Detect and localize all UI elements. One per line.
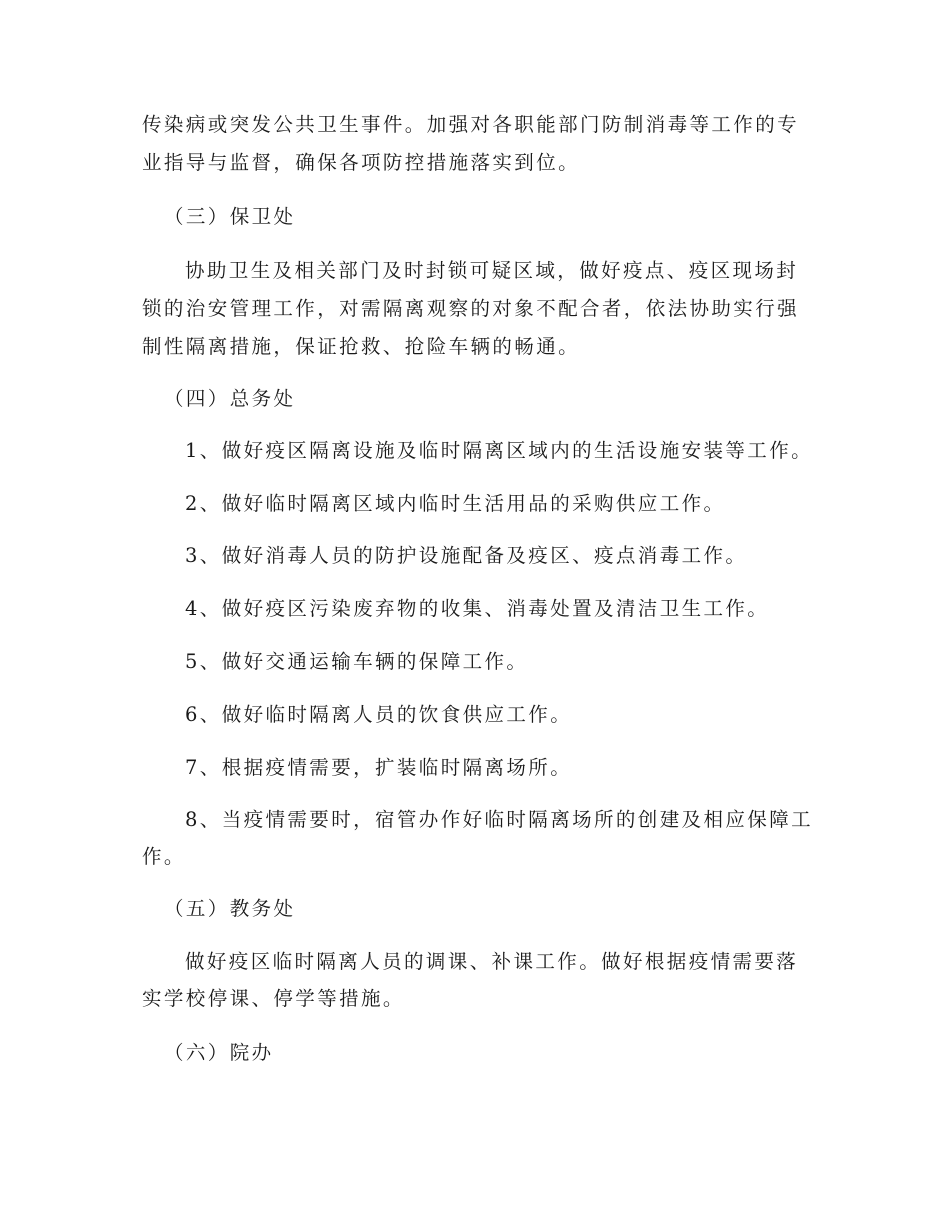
paragraph-line: 锁的治安管理工作，对需隔离观察的对象不配合者，依法协助实行强 [142, 297, 800, 320]
paragraph-line: 做好疫区临时隔离人员的调课、补课工作。做好根据疫情需要落 [185, 950, 799, 973]
list-item: 2、做好临时隔离区域内临时生活用品的采购供应工作。 [185, 492, 726, 515]
paragraph-line: 实学校停课、停学等措施。 [142, 987, 405, 1010]
list-item: 7、根据疫情需要，扩装临时隔离场所。 [185, 756, 573, 779]
section-heading-security: （三）保卫处 [164, 205, 296, 228]
list-item: 6、做好临时隔离人员的饮食供应工作。 [185, 703, 573, 726]
list-item: 1、做好疫区隔离设施及临时隔离区域内的生活设施安装等工作。 [185, 439, 814, 462]
section-heading-college-office: （六）院办 [164, 1041, 274, 1064]
paragraph-line: 业指导与监督，确保各项防控措施落实到位。 [142, 151, 581, 174]
paragraph-line: 制性隔离措施，保证抢救、抢险车辆的畅通。 [142, 335, 581, 358]
paragraph-line: 传染病或突发公共卫生事件。加强对各职能部门防制消毒等工作的专 [142, 113, 800, 136]
list-item: 4、做好疫区污染废弃物的收集、消毒处置及清洁卫生工作。 [185, 597, 770, 620]
section-heading-academic-affairs: （五）教务处 [164, 897, 296, 920]
paragraph-line: 协助卫生及相关部门及时封锁可疑区域，做好疫点、疫区现场封 [185, 259, 799, 282]
list-item-continuation: 作。 [142, 845, 186, 868]
section-heading-general-affairs: （四）总务处 [164, 387, 296, 410]
list-item: 8、当疫情需要时，宿管办作好临时隔离场所的创建及相应保障工 [185, 808, 814, 831]
list-item: 3、做好消毒人员的防护设施配备及疫区、疫点消毒工作。 [185, 544, 748, 567]
list-item: 5、做好交通运输车辆的保障工作。 [185, 650, 529, 673]
